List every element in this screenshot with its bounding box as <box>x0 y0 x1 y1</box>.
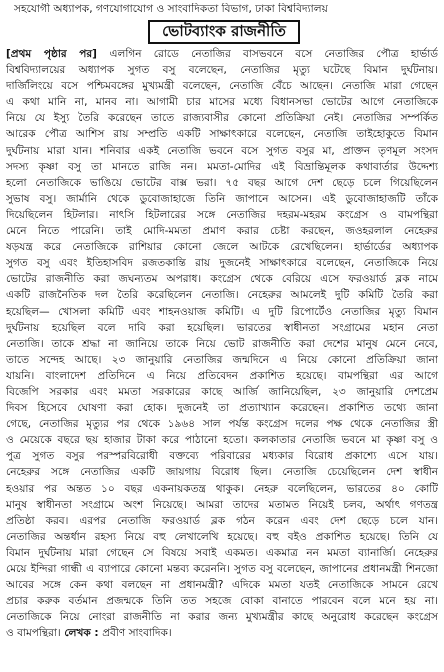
article-line <box>6 432 438 448</box>
article-line-text: নেহেরুর সঙ্গে নেতাজির একটি জায়গায় বিরোধ ছিল। নেতাজি চেয়েছিলেন দেশ স্বাধীন <box>6 466 438 479</box>
article-line <box>6 577 438 593</box>
article-line <box>6 159 438 175</box>
article-line-text: সুগত বসু এবং ইতিহাসবিদ রজতকান্তি রায় দুজনেই সাক্ষাৎকারে বলেছেন, নেতাজিকে নিয়ে <box>6 257 438 270</box>
article-line <box>6 513 438 529</box>
article-line <box>6 62 438 78</box>
article-line-text: দুর্ঘটনায় হয়েছিল বলে দাবি করা হয়েছিল। ভারতের স্বাধীনতা সংগ্রামের মহান নেতা <box>6 321 438 334</box>
article-line <box>6 175 438 191</box>
article-line-text: প্রতিষ্ঠা করব। এরপর নেতাজি ফরওয়ার্ড ব্লক গঠন করেন এবং দেশ ছেড়ে চলে যান। <box>6 514 438 527</box>
article-line-text: সুভাষ বসু। জার্মানি থেকে ডুবোজাহাজে তিনি জাপানে আসেন। এই ডুবোজাহাজটি তাঁকে <box>6 192 438 205</box>
article-line-text: নেতাজি। তাকে শ্রদ্ধা না জানিয়ে তাকে নিয়ে ভোট রাজনীতি করা দেশের মানুষ মেনে নেবে, <box>6 337 438 350</box>
article-line-text: মানুষ স্বাধীনতা সংগ্রামে অংশ নিয়েছে। আমরা তাদের মতামত নিয়েই চলব, অর্থাৎ গণতন্ত্র <box>6 498 438 511</box>
article-line <box>6 529 438 545</box>
article-line-text: মেনে নিতে পারেনি। তাই মোদি-মমতা প্রমাণ করার চেষ্টা করছেন, জওহরলাল নেহেরুর <box>6 225 438 238</box>
article-line-text: গেছে, নেতাজির মৃত্যুর পর থেকে ১৯৬৪ সাল পর্যন্ত কংগ্রেস দলের পক্ষ থেকে নেতাজির স্ত্রী <box>6 418 438 431</box>
article-line <box>6 545 438 561</box>
article-line <box>6 352 438 368</box>
article-line-text: মেয়ে ইন্দিরা গান্ধী এ ব্যাপারে কোনো মন্তব্য করেননি। সুগত বসু বলেছেন, জাপানের প্রধানমন্ত্রী শিনজো <box>6 563 438 575</box>
author-affiliation: সহযোগী অধ্যাপক, গণযোগাযোগ ও সাংবাদিকতা বিভাগ, ঢাকা বিশ্ববিদ্যালয় <box>14 3 328 15</box>
article-line <box>6 207 438 223</box>
article-line <box>6 497 438 513</box>
article-line-text: দার্জিলিংয়ে বসে পশ্চিমবঙ্গের মুখ্যমন্ত্রী বলেছেন, নেতাজি বেঁচে আছেন। নেতাজি মারা গেছেন <box>6 80 438 93</box>
article-line-text: আরেক পৌত্র আশিস রায় সম্প্রতি একটি সাক্ষাৎকারে বলেছেন, নেতাজি তাইহোকুতে বিমান <box>6 128 438 141</box>
article-line-text: পুত্র সুগত বসুর পরস্পরবিরোধী বক্তব্যে পরিবারের মধ্যকার বিরোধ প্রকাশ্যে এসে যায়। <box>6 450 438 463</box>
author-label: লেখক : <box>60 627 103 640</box>
article-line-text: হওয়ার পর অন্তত ১০ বছর একনায়কতন্ত্র থাকুক। নেহরু বলেছিলেন, ভারতের ৪০ কোটি <box>6 482 438 495</box>
article-line <box>6 255 438 271</box>
article-line-text: এ কথা মানি না, মানব না। আগামী চার মাসের মধ্যে বিধানসভা ভোটের আগে নেতাজিকে <box>6 96 438 109</box>
article-line-text: নিয়ে যে ইস্যু তৈরি করেছেন তাতে রাজ্যবাসীর কোনো প্রতিক্রিয়া নেই। নেতাজির সম্পর্কিত <box>6 112 438 125</box>
article-line-text: বিজেপি সরকার এবং মমতা সরকারের কাছে আর্জি জানিয়েছিল, ২৩ জানুয়ারি দেশপ্রেম <box>6 385 438 398</box>
article-line <box>6 143 438 159</box>
article-line-text: তাতে সন্দেহ আছে। ২৩ জানুয়ারি নেতাজির জন্মদিনে এ নিয়ে কোনো প্রতিক্রিয়া জানা <box>6 353 438 366</box>
article-line-text: বিমান দুর্ঘটনায় মারা গেছেন সে বিষয়ে সবাই একমত। একমাত্র নন মমতা ব্যানার্জি। নেহেরুর <box>6 546 438 559</box>
article-line <box>6 223 438 239</box>
article-line-text: আবের সঙ্গে কেন কথা বলছেন না প্রধানমন্ত্রী? এদিকে মমতা যতই নেতাজিকে সামনে রেখে <box>6 579 438 592</box>
author-value: প্রবীণ সাংবাদিক। <box>102 627 172 640</box>
article-line <box>6 110 438 126</box>
article-line <box>6 625 438 641</box>
article-line <box>6 320 438 336</box>
article-line-text: ষড়যন্ত্র করে নেতাজিকে রাশিয়ার কোনো জেলে আটকে রেখেছিলেন। হার্ভার্ডের অধ্যাপক <box>6 241 438 254</box>
article-line-text: সদস্য কৃষ্ণা বসু তা মানতে রাজি নন। মমতা-মোদির এই বিভ্রান্তিমূলক কথাবার্তার উদ্দেশ্য <box>6 160 438 173</box>
article-line-text: বিশ্ববিদ্যালয়ের অধ্যাপক সুগত বসু বলেছেন, নেতাজির মৃত্যু ঘটেছে বিমান দুর্ঘটনায়। <box>6 64 438 77</box>
article-line-text: দিবস হিসেবে ঘোষণা করা হোক। দুজনেই তা প্রত্যাখ্যান করেছেন। প্রকাশিত তথ্যে জানা <box>6 402 438 415</box>
article-line <box>6 609 438 625</box>
article-line-text: প্রচার করুক বর্তমান প্রজন্মকে তিনি তত সহজে বোকা বানাতে পারবেন বলে মনে হয় না। <box>6 595 438 608</box>
article-line-text: এলগিন রোডে নেতাজির বাসভবনে বসে নেতাজির পৌত্র হার্ভার্ড <box>109 48 438 60</box>
article-line <box>6 481 438 497</box>
article-line-text: দিয়েছিলেন হিটলার। নাৎসি হিটলারের সঙ্গে নেতাজির দহরম-মহরম কংগ্রেস ও বামপন্থিরা <box>6 208 438 221</box>
article-line-text: যায়নি। বাংলাদেশ প্রতিদিনে এ নিয়ে প্রতিবেদন প্রকাশিত হয়েছে। বামপন্থিরা এর আগে <box>6 369 438 382</box>
article-line <box>6 78 438 94</box>
article-line <box>6 336 438 352</box>
article-line <box>6 46 438 62</box>
article-line <box>6 191 438 207</box>
article-line-text: ভোটের রাজনীতি করা জঘন্যতম অপরাধ। কংগ্রেস থেকে বেরিয়ে এসে ফরওয়ার্ড ব্লক নামে <box>6 273 438 286</box>
article-body <box>6 46 438 641</box>
article-line <box>6 593 438 609</box>
article-line <box>6 271 438 287</box>
article-line-text: ও বামপন্থিরা। <box>6 627 61 640</box>
article-line <box>6 94 438 110</box>
article-line <box>6 384 438 400</box>
article-title: ভোটব্যাংক রাজনীতি <box>148 20 300 44</box>
article-line-text: নেতাজির অন্তর্ধান রহস্য নিয়ে বহু লেখালেখি হয়েছে। বহু বইও প্রকাশিত হয়েছে। তিনি যে <box>6 530 438 543</box>
article-line <box>6 239 438 255</box>
article-line <box>6 368 438 384</box>
article-line <box>6 287 438 303</box>
article-line <box>6 464 438 480</box>
article-line-text: দুর্ঘটনায় মারা যান। শনিবার একই নেতাজি ভবনে বসে সুগত বসুর মা, প্রাক্তন তৃণমূল সংসদ <box>6 144 438 157</box>
article-line-text: ও মেয়েকে বছরে ছয় হাজার টাকা করে পাঠানো হতো। কলকাতার নেতাজি ভবনে মা কৃষ্ণা বসু ও <box>6 434 438 447</box>
article-line <box>6 304 438 320</box>
article-line <box>6 400 438 416</box>
article-line <box>6 416 438 432</box>
article-line <box>6 126 438 142</box>
continued-from-label: [প্রথম পৃষ্ঠার পর] <box>6 48 110 60</box>
article-line-text: একটি রাজনৈতিক দল তৈরি করেছিলেন নেতাজি। নেহেরুর আমলেই দুটি কমিটি তৈরি করা <box>6 289 438 302</box>
article-line-text: নেতাজিকে নিয়ে নোংরা রাজনীতি না করার জন্য মুখ্যমন্ত্রীর কাছে অনুরোধ করেছেন কংগ্রেস <box>6 611 438 624</box>
article-line-text: হলো নেতাজিকে ভাঙিয়ে ভোটের বাক্স ভরা। ৭৫ বছর আগে দেশ ছেড়ে চলে গিয়েছিলেন <box>6 176 438 189</box>
article-line <box>6 561 438 577</box>
article-line-text: হয়েছিল— খোসলা কমিটি এবং শাহনওয়াজ কমিটি। এ দুটি রিপোর্টেও নেতাজির মৃত্যু বিমান <box>6 305 438 318</box>
article-line <box>6 448 438 464</box>
